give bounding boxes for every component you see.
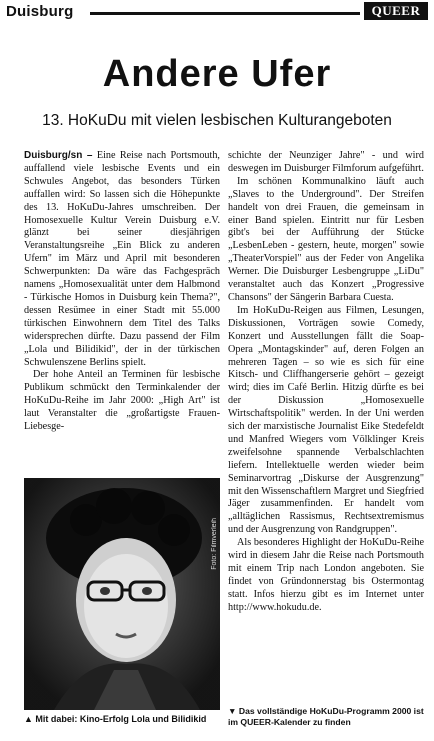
article-headline: Andere Ufer (102, 53, 332, 95)
paragraph-text: Eine Reise nach Portsmouth, auffallend viele lesbische Events und ein Schwules Angebot, das besonders Türken auffallen wird: So lassen sich die Höhepunkte des 13. HoKuDu-Jahres umschreiben. Der Homosexuelle Kultur Verein Duisburg e.V. glänzt bei seiner diesjährigen Veranstaltungsreihe „Ein Blick zu anderen Ufern" im März und April mit besonderen Schwerpunkten: Da wäre das Fachgespräch namens „Homosexualität unter dem Halbmond - Türkische Homos in Duisburg kein Thema?", dessen Resümee in einer Stadt mit 55.000 türkischen Einwohnern dem Titel des Talks widersprechen dürfte. Dazu passend der Film „Lola und Bilidikid", der in der türkischen Schwulenszene Berlins spielt. (24, 150, 220, 368)
dateline: Duisburg/sn – (24, 150, 93, 161)
header-rule (90, 12, 360, 15)
article-paragraph: Im schönen Kommunalkino läuft auch „Slaves to the Underground". Der Streifen handelt von drei Frauen, die gemeinsam in einer Band spielen. Eintritt nur für Lesben gibt's bei der Aufführung der Stücke „LesbenLeben - gestern, heute, morgen" sowie „TheaterVorspiel" aus der Feder von Angelika Werner. Die Duisburger Lesbengruppe „LiDu" veranstaltet auch das Konzert „Progressive Chansons" der Sängerin Barbara Cuesta. (228, 175, 424, 303)
article-column-left (24, 150, 220, 434)
portrait-image (24, 478, 220, 710)
article-subhead: 13. HoKuDu mit vielen lesbischen Kulturangeboten (42, 112, 392, 129)
article-paragraph: Im HoKuDu-Reigen aus Filmen, Lesungen, Diskussionen, Vorträgen sowie Comedy, Konzert und Ausstellungen fällt die Soap-Opera „Montagskinder" auf, deren Folgen an mehreren Tagen – so wie es sich für eine Kitsch- und Cliffhangerserie gehört – gezeigt wird; dies im Café Berlin. Hitzig dürfte es bei der Diskussion „Homosexuelle Wirtschaftspolitik" werden. In der Uni werden sich der marxistische Journalist Eike Stedefeldt und Manfred Wiegers vom Völklinger Kreis zweifelsohne spannende Verbalschlachten liefern. Intellektuelle werden wieder beim Seminarvortrag „Diskurse der Ausgrenzung" mit den Wissenschaftlern Margret und Siegfried Jäger zusammenfinden. Er handelt vom „alltäglichen Rassismus, Rechtsextremismus und der Ausgrenzung von Randgruppen". (228, 304, 424, 536)
page-header (0, 0, 434, 24)
article-paragraph: Als besonderes Highlight der HoKuDu-Reihe wird in diesem Jahr die Reise nach Portsmouth mit einem Trip nach London angeboten. Sie findet von Gründonnerstag bis Ostermontag statt. Infos hierzu gibt es im Internet unter http://www.hokudu.de. (228, 537, 424, 613)
section-city: Duisburg (6, 3, 74, 20)
photo-credit: Foto: Filmverleih (211, 518, 218, 570)
article-paragraph: schichte der Neunziger Jahre" - und wird deswegen im Duisburger Filmforum aufgeführt. (228, 150, 424, 174)
program-footnote: ▼ Das vollständige HoKuDu-Programm 2000 ist im QUEER-Kalender zu finden (228, 706, 424, 727)
photo-caption: ▲ Mit dabei: Kino-Erfolg Lola und Bilidikid (24, 714, 207, 724)
article-paragraph (24, 150, 220, 369)
film-still-photo (24, 478, 220, 710)
article-paragraph: Der hohe Anteil an Terminen für lesbische Publikum schmückt den Terminkalender der HoKuDu-Reihe im Jahr 2000: „High Art" ist laut Veranstalter die „großartigste Frauen-Liebesge- (24, 369, 220, 433)
queer-logo: QUEER (364, 2, 428, 20)
article-column-right (228, 150, 424, 615)
